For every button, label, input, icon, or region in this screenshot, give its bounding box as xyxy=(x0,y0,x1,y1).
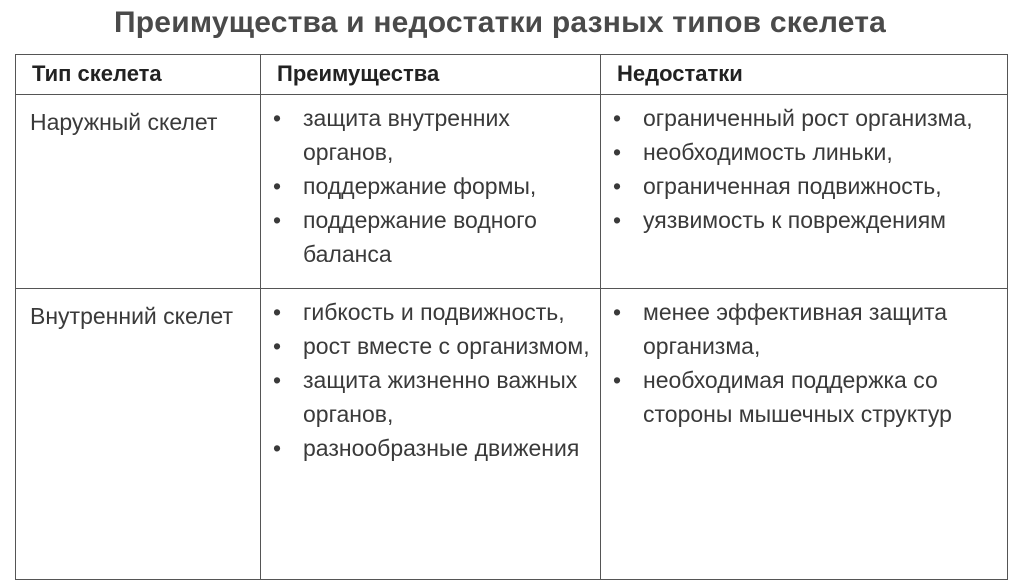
table-row xyxy=(16,95,1008,289)
advantages-list xyxy=(261,95,600,277)
list-item: • защита внутренних органов, xyxy=(261,101,594,169)
skeleton-comparison-table xyxy=(15,54,1008,580)
list-item: • разнообразные движения xyxy=(261,431,594,465)
advantages-list xyxy=(261,289,600,471)
advantages-cell xyxy=(261,95,601,289)
page-title: Преимущества и недостатки разных типов скелета xyxy=(114,6,886,39)
table-row xyxy=(16,289,1008,580)
list-item: • поддержание водного баланса xyxy=(261,203,594,271)
disadvantages-list xyxy=(601,95,1007,243)
list-item: • менее эффективная защита организма, xyxy=(601,295,1001,363)
list-item: • ограниченный рост организма, xyxy=(601,101,1001,135)
list-item: • защита жизненно важных органов, xyxy=(261,363,594,431)
advantages-cell xyxy=(261,289,601,580)
list-item: • необходимая поддержка со стороны мышечных структур xyxy=(601,363,1001,431)
disadvantages-list xyxy=(601,289,1007,437)
header-advantages: Преимущества xyxy=(261,55,601,95)
list-item: • поддержание формы, xyxy=(261,169,594,203)
header-disadvantages: Недостатки xyxy=(601,55,1008,95)
disadvantages-cell xyxy=(601,289,1008,580)
list-item: • рост вместе с организмом, xyxy=(261,329,594,363)
table-header-row xyxy=(16,55,1008,95)
list-item: • ограниченная подвижность, xyxy=(601,169,1001,203)
skeleton-type-cell: Внутренний скелет xyxy=(16,289,261,580)
skeleton-type-cell: Наружный скелет xyxy=(16,95,261,289)
list-item: • необходимость линьки, xyxy=(601,135,1001,169)
header-type: Тип скелета xyxy=(16,55,261,95)
disadvantages-cell xyxy=(601,95,1008,289)
list-item: • уязвимость к повреждениям xyxy=(601,203,1001,237)
list-item: • гибкость и подвижность, xyxy=(261,295,594,329)
